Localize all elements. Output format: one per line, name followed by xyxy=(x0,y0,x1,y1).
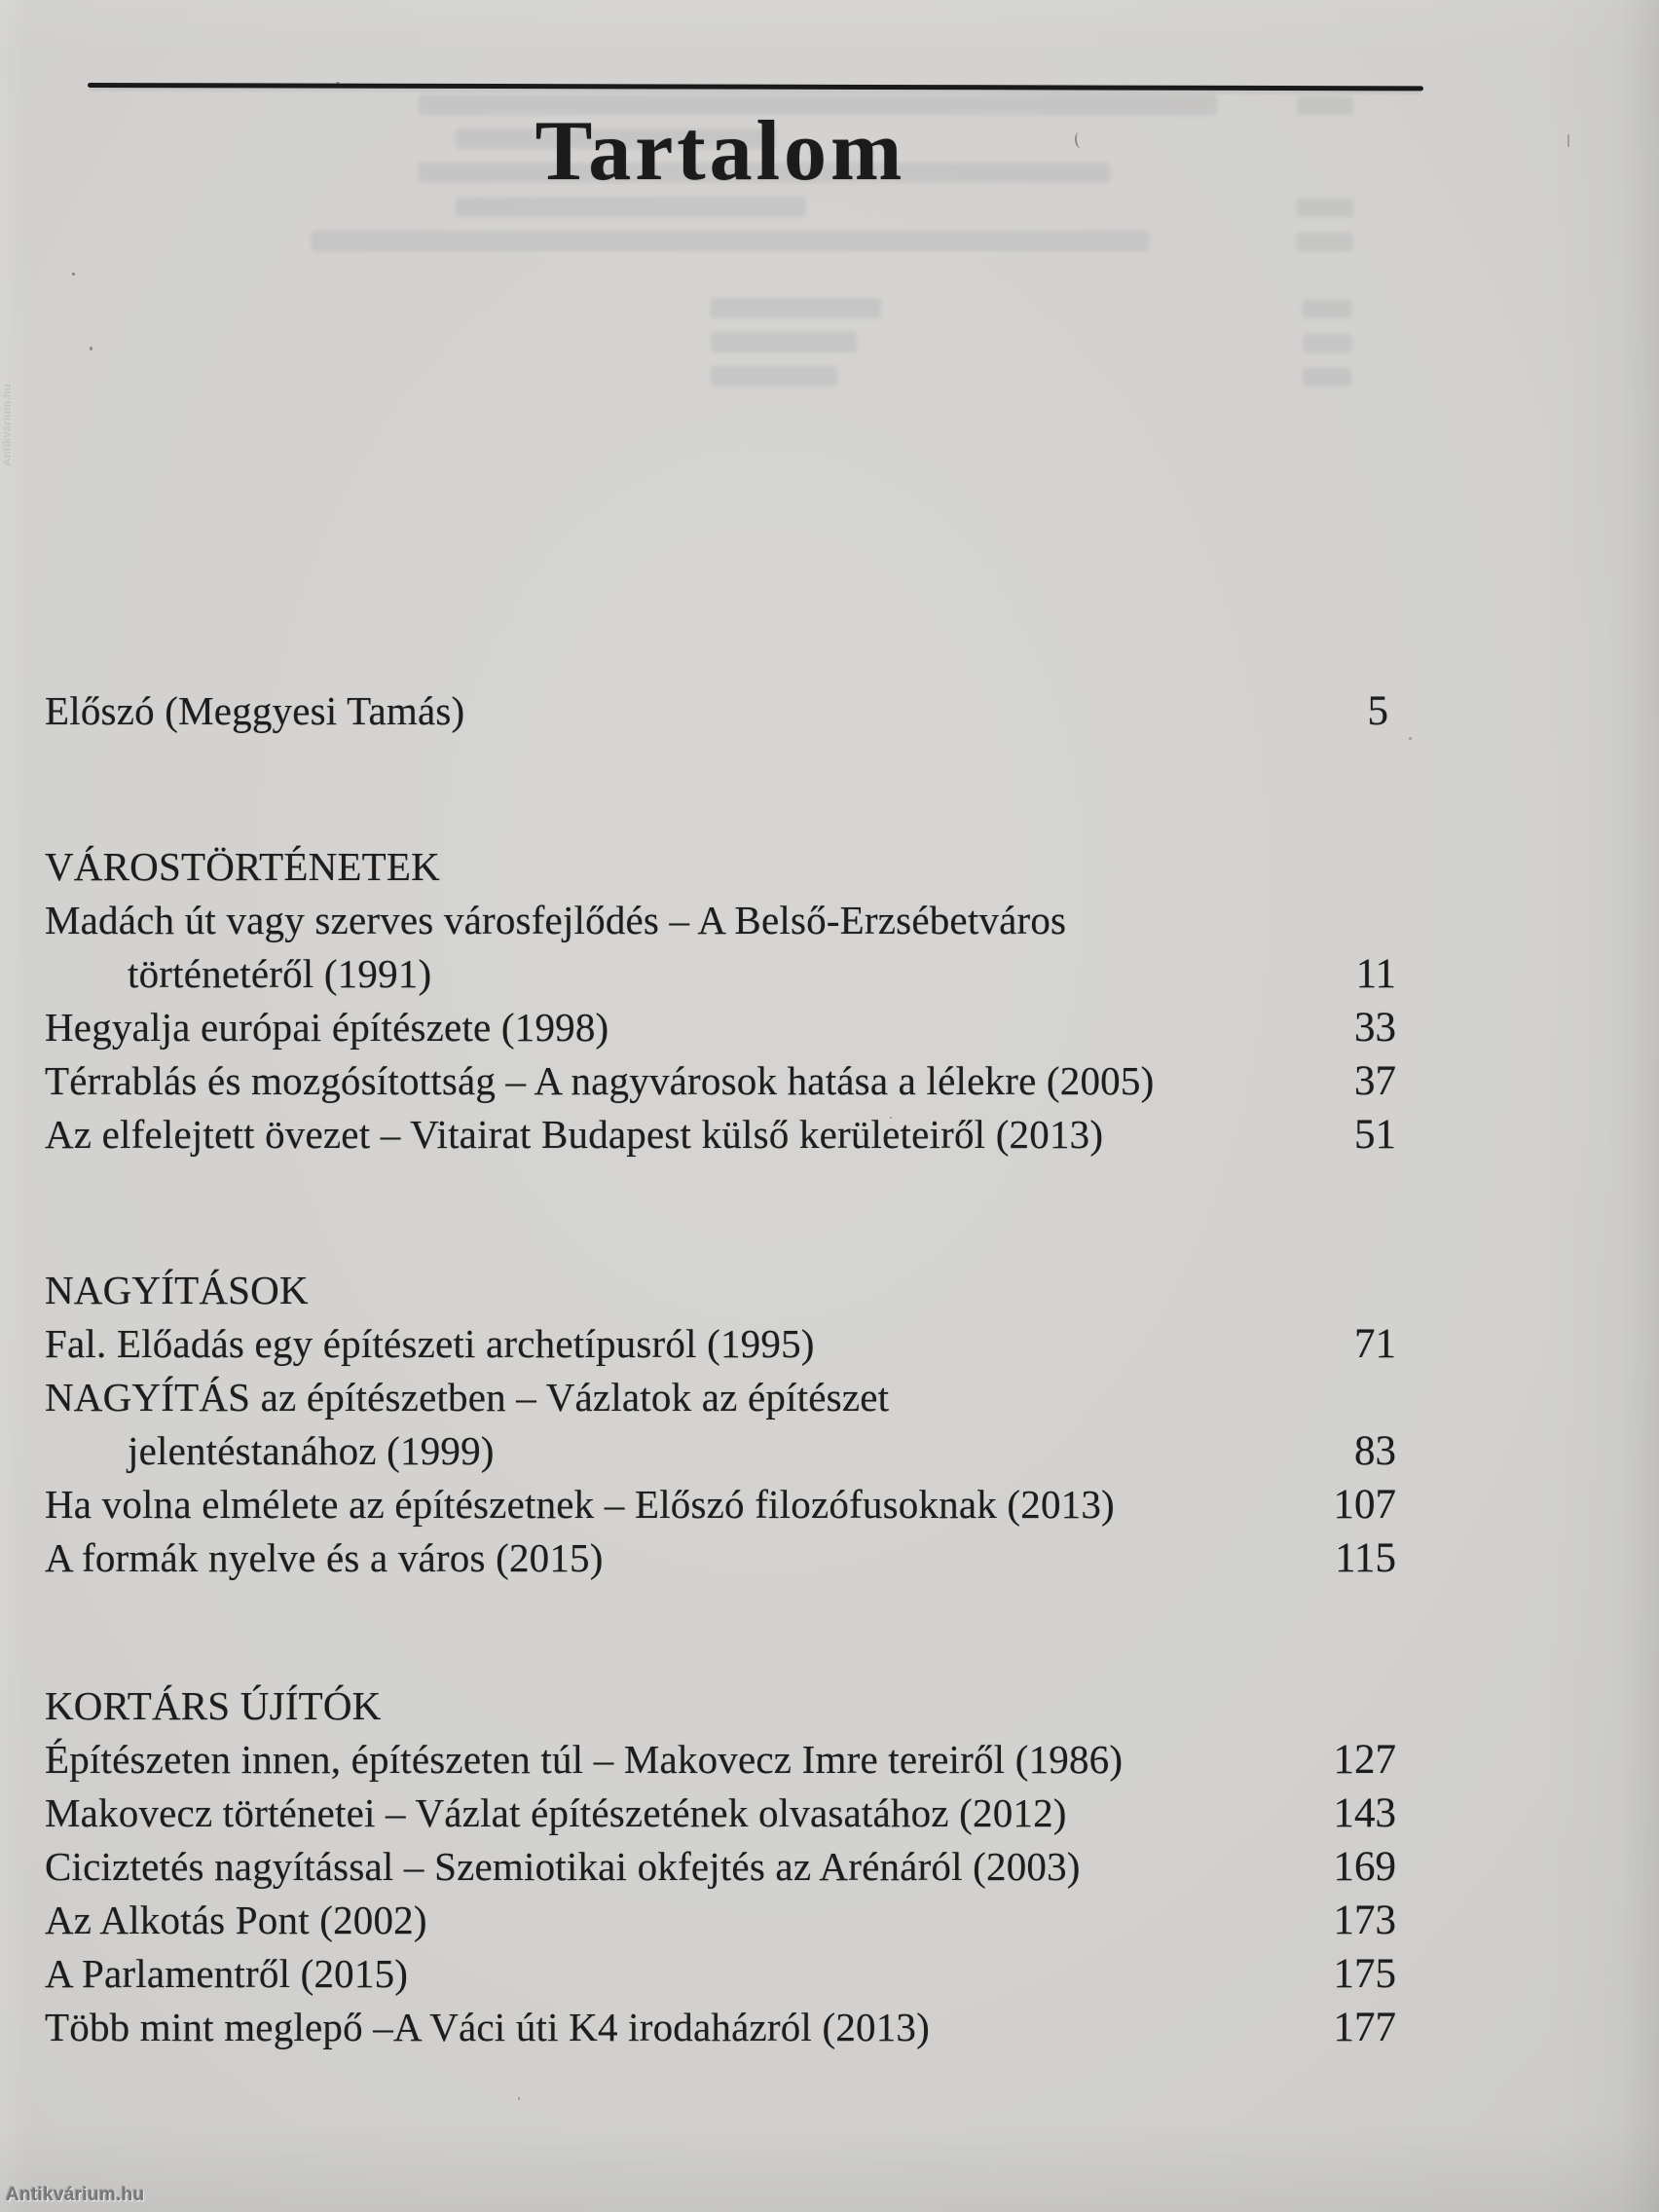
section-heading: KORTÁRS ÚJÍTÓK xyxy=(45,1683,382,1728)
toc-section-heading-row xyxy=(45,1264,1396,1317)
dust-speck xyxy=(1567,134,1569,147)
toc-row xyxy=(45,1478,1396,1531)
toc-row xyxy=(45,1947,1396,2001)
bleed-through-line xyxy=(1297,233,1353,251)
toc-row xyxy=(45,1001,1396,1054)
toc-row xyxy=(45,1894,1396,1947)
toc-row xyxy=(45,1108,1396,1161)
toc-row xyxy=(45,1840,1396,1894)
page-title: Tartalom xyxy=(535,104,906,199)
toc-entry-title: Fal. Előadás egy építészeti archetípusról (1995) xyxy=(45,1321,815,1366)
toc-entry-title: Ha volna elmélete az építészetnek – Előszó filozófusoknak (2013) xyxy=(45,1482,1115,1527)
toc-row xyxy=(45,1317,1396,1371)
toc-entry-title: Több mint meglepő –A Váci úti K4 irodaházról (2013) xyxy=(45,2005,930,2049)
toc-section-heading-row xyxy=(45,1679,1396,1733)
toc-row xyxy=(45,894,1396,947)
toc-entry-title: A formák nyelve és a város (2015) xyxy=(45,1535,604,1580)
toc-row xyxy=(45,1424,1396,1478)
dust-speck xyxy=(890,1117,892,1119)
toc-row xyxy=(45,1371,1396,1424)
toc-entry-page: 107 xyxy=(1333,1482,1396,1528)
bleed-through-line xyxy=(1297,199,1353,217)
antikvarium-watermark-side: Antikvárium.hu xyxy=(2,383,15,466)
section-heading: VÁROSTÖRTÉNETEK xyxy=(45,844,440,889)
toc-entry-page: 169 xyxy=(1333,1844,1396,1890)
toc-section-nagyitasok xyxy=(45,1264,1396,1585)
bleed-through-line xyxy=(711,366,837,387)
toc-entry-title: A Parlamentről (2015) xyxy=(45,1951,409,1996)
bleed-through-line xyxy=(456,197,806,217)
toc-row xyxy=(45,1531,1396,1585)
toc-row xyxy=(45,684,1396,738)
bleed-through-line xyxy=(711,298,881,318)
dust-speck xyxy=(72,273,75,276)
toc-entry-page: 37 xyxy=(1354,1058,1396,1104)
toc-row xyxy=(45,1787,1396,1840)
toc-entry-page: 51 xyxy=(1354,1112,1396,1158)
toc-entry-title-continued: történetéről (1991) xyxy=(128,951,432,996)
toc-section-kortars-ujitok xyxy=(45,1679,1396,2054)
toc-entry-page: 127 xyxy=(1333,1737,1396,1783)
toc-entry-page: 115 xyxy=(1335,1535,1396,1581)
toc-section-varostortenetek xyxy=(45,840,1396,1161)
toc-entry-page: 173 xyxy=(1333,1898,1396,1943)
bleed-through-line xyxy=(1303,334,1351,352)
toc-entry-title: Az Alkotás Pont (2002) xyxy=(45,1898,427,1942)
toc-entry-page: 83 xyxy=(1354,1428,1396,1474)
bleed-through-line xyxy=(312,231,1149,251)
toc-row xyxy=(45,1733,1396,1787)
toc-entry-title: Térrablás és mozgósítottság – A nagyvárosok hatása a lélekre (2005) xyxy=(45,1058,1155,1103)
toc-entry-title: NAGYÍTÁS az építészetben – Vázlatok az építészet xyxy=(45,1375,890,1419)
toc-section-heading-row xyxy=(45,840,1396,894)
header-rule xyxy=(88,83,1423,91)
section-heading: NAGYÍTÁSOK xyxy=(45,1268,309,1312)
antikvarium-watermark: Antikvárium.hu xyxy=(6,2185,145,2205)
toc-entry-title: Előszó (Meggyesi Tamás) xyxy=(45,688,465,733)
toc-entry-title: Madách út vagy szerves városfejlődés – A Belső-Erzsébetváros xyxy=(45,898,1067,942)
dust-speck xyxy=(90,347,92,350)
toc-entry-page: 175 xyxy=(1333,1951,1396,1997)
toc-row xyxy=(45,2001,1396,2054)
toc-row xyxy=(45,947,1396,1001)
bleed-through-line xyxy=(1303,368,1351,387)
toc-entry-page: 11 xyxy=(1355,951,1396,997)
toc-entry-page: 71 xyxy=(1354,1321,1396,1367)
toc-entry-page: 33 xyxy=(1354,1005,1396,1051)
bleed-through-line xyxy=(1303,300,1351,318)
toc-row xyxy=(45,1054,1396,1108)
bleed-through-line xyxy=(711,332,857,352)
toc-front-matter xyxy=(45,684,1396,738)
dust-speck xyxy=(518,2097,520,2100)
dust-speck xyxy=(1409,737,1412,740)
dust-speck xyxy=(336,82,340,84)
toc-entry-title: Ciciztetés nagyítással – Szemiotikai okfejtés az Arénáról (2003) xyxy=(45,1844,1081,1889)
toc-entry-title: Hegyalja európai építészete (1998) xyxy=(45,1005,609,1050)
toc-entry-title: Az elfelejtett övezet – Vitairat Budapest külső kerületeiről (2013) xyxy=(45,1112,1104,1157)
toc-entry-page: 5 xyxy=(1367,688,1388,734)
toc-entry-page: 177 xyxy=(1333,2005,1396,2050)
toc-entry-title-continued: jelentéstanához (1999) xyxy=(128,1428,495,1473)
toc-entry-title: Makovecz történetei – Vázlat építészetének olvasatához (2012) xyxy=(45,1790,1067,1835)
toc-entry-title: Építészeten innen, építészeten túl – Makovecz Imre tereiről (1986) xyxy=(45,1737,1124,1782)
toc-entry-page: 143 xyxy=(1333,1790,1396,1836)
